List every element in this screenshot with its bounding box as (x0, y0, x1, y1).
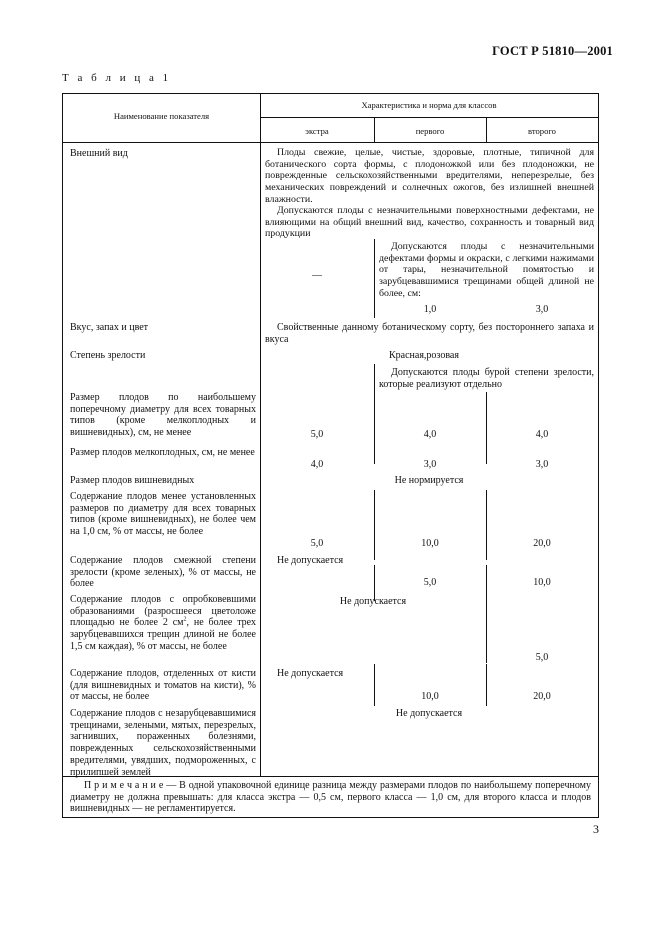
size-largest-second: 4,0 (535, 429, 549, 440)
adjacent-ripeness-extra: Не допускается (277, 555, 344, 566)
row-label-detached: Содержание плодов, отделенных от кисти (для вишневидных и томатов на кисти), % от массы, не более (70, 668, 256, 703)
corky-label-part: Содержание плодов с опробковевшими образованиями (разросшееся цветоложе площадью не более 2 см (70, 594, 256, 629)
header-norm-group: Характеристика и норма для классов (361, 100, 497, 110)
undersized-extra: 5,0 (310, 538, 324, 549)
appearance-first-second-text: Допускаются плоды с незначительными дефектами формы и окраски, с легкими нажимами от тары, незначительной помятостью и зарубцевавшимися трещинами общей длиной не более, см: (379, 241, 594, 299)
appearance-extra-dash: — (312, 270, 322, 281)
ripeness-color: Красная,розовая (389, 350, 459, 361)
row-label-corky (70, 594, 256, 653)
detached-first: 10,0 (421, 691, 439, 702)
size-small-extra: 4,0 (310, 459, 324, 470)
row-label-unhealed: Содержание плодов с незарубцевавшимися трещинами, зелеными, мятых, перезрелых, загнивших, пораженных болезнями, поврежденных сельскохозяйственными вредителями, увядших, подмороженных, с прилипшей землей (70, 708, 256, 778)
appearance-description: Плоды свежие, целые, чистые, здоровые, плотные, типичной для ботанического сорта формы, с плодоножкой или без плодоножки, не поврежденные сельскохозяйственными вредителями, неперезрелые, без механических повреждений и солнечных ожогов, без излишней внешней влажности. (265, 147, 594, 205)
size-small-second: 3,0 (535, 459, 549, 470)
page-number: 3 (593, 822, 599, 836)
header-class-second: второго (528, 126, 556, 136)
row-label-size-small: Размер плодов мелкоплодных, см, не менее (70, 447, 255, 458)
quality-table (62, 93, 599, 818)
header-class-first: первого (415, 126, 445, 136)
undersized-second: 20,0 (533, 538, 551, 549)
corky-extra-first: Не допускается (339, 596, 407, 607)
corky-label-part: , не более трех зарубцевавшихся трещин длиной не более 1,5 см каждая), % от массы, не более (70, 617, 256, 652)
detached-extra: Не допускается (277, 668, 344, 679)
column-divider (486, 392, 487, 464)
corky-label-sup: 2 (183, 617, 187, 624)
table-note: П р и м е ч а н и е — В одной упаковочной единице разница между размерами плодов по наибольшему поперечному диаметру не должна превышать: для класса экстра — 0,5 см, первого класса — 1,0 см, для второго класса и плодов вишневидных — не регламентируется. (70, 780, 591, 815)
row-label-taste: Вкус, запах и цвет (70, 322, 149, 333)
header-class-extra: экстра (305, 126, 329, 136)
standard-code: ГОСТ Р 51810—2001 (492, 44, 613, 58)
appearance-second-value: 3,0 (535, 304, 549, 315)
appearance-minor-defects: Допускаются плоды с незначительными поверхностными дефектами, не влияющими на общий внешний вид, качество, сохранность и товарный вид продукции (265, 205, 594, 240)
column-divider (374, 364, 375, 464)
table-title: Т а б л и ц а 1 (62, 72, 172, 84)
ripeness-brown-note: Допускаются плоды бурой степени зрелости, которые реализуют отдельно (379, 367, 594, 390)
header-bottom-line (63, 142, 598, 143)
adjacent-ripeness-first: 5,0 (423, 577, 437, 588)
row-label-appearance: Внешний вид (70, 148, 128, 159)
taste-description: Свойственные данному ботаническому сорту, без постороннего запаха и вкуса (265, 322, 594, 345)
header-divider (260, 117, 598, 118)
unhealed-value: Не допускается (395, 708, 463, 719)
detached-second: 20,0 (533, 691, 551, 702)
adjacent-ripeness-second: 10,0 (533, 577, 551, 588)
row-label-undersized: Содержание плодов менее установленных размеров по диаметру для всех товарных типов (кроме вишневидных), не более чем на 1,0 см, % от массы, не более (70, 491, 256, 538)
size-small-first: 3,0 (423, 459, 437, 470)
size-largest-first: 4,0 (423, 429, 437, 440)
size-cherry-value: Не нормируется (394, 475, 464, 486)
appearance-first-value: 1,0 (423, 304, 437, 315)
row-label-ripeness: Степень зрелости (70, 350, 146, 361)
corky-second: 5,0 (535, 652, 549, 663)
row-label-size-largest: Размер плодов по наибольшему поперечному диаметру для всех товарных типов (кроме мелкоплодных и вишневидных), см, не менее (70, 392, 256, 439)
size-largest-extra: 5,0 (310, 429, 324, 440)
row-label-size-cherry: Размер плодов вишневидных (70, 475, 195, 486)
row-label-adjacent-ripeness: Содержание плодов смежной степени зрелости (кроме зеленых), % от массы, не более (70, 555, 256, 590)
header-indicator: Наименование показателя (113, 111, 210, 121)
undersized-first: 10,0 (421, 538, 439, 549)
